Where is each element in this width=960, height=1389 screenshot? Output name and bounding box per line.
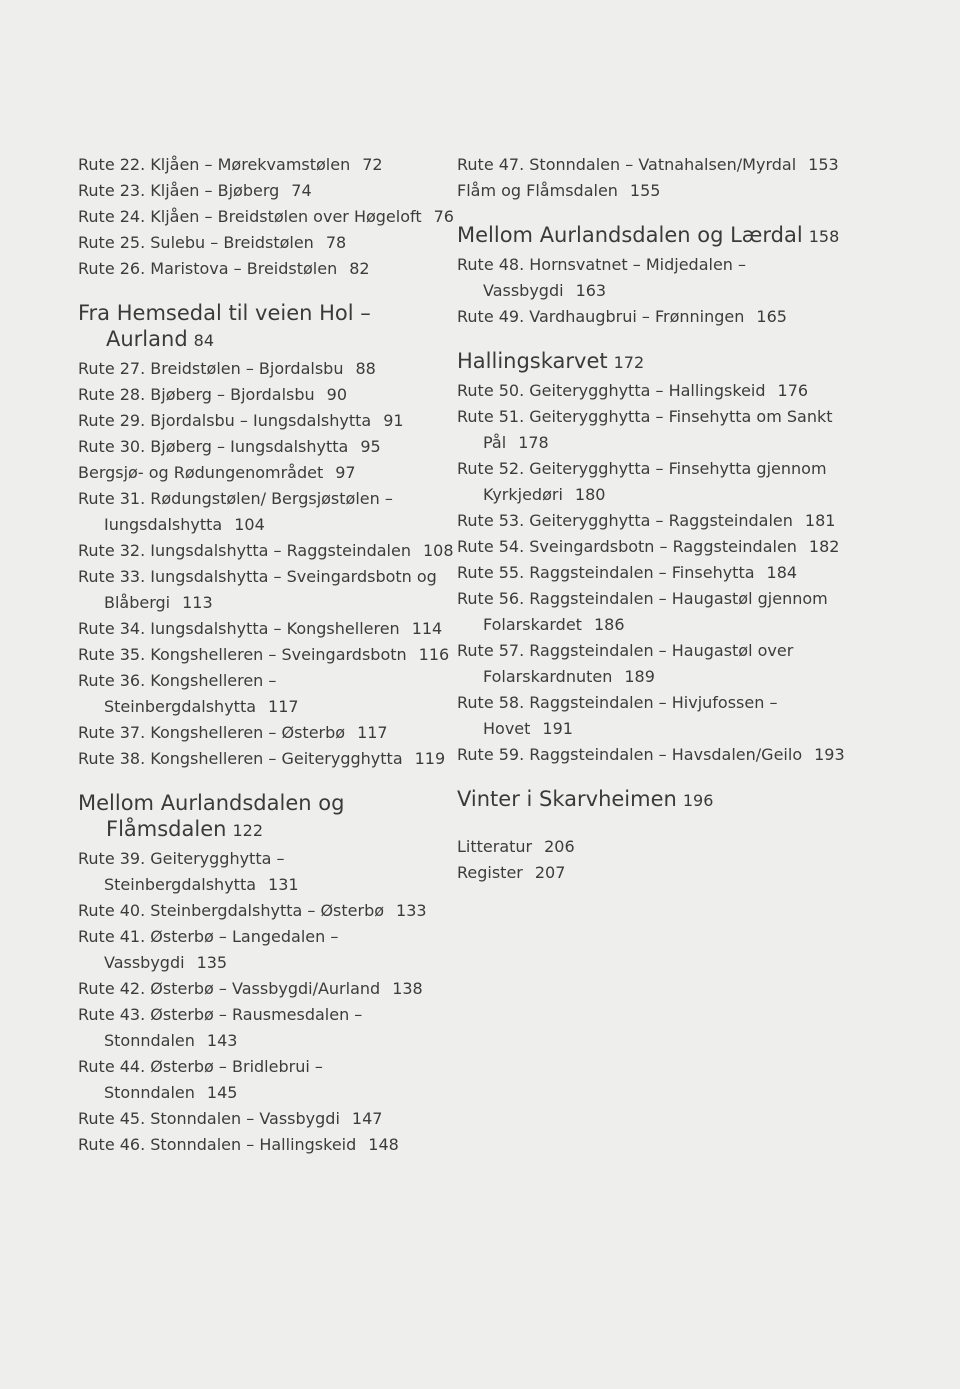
toc-entry bbox=[457, 304, 857, 330]
toc-entry bbox=[457, 860, 857, 886]
toc-entry bbox=[78, 668, 458, 720]
page-number: 122 bbox=[232, 821, 263, 840]
entry-title: Rute 47. Stonndalen – Vatnahalsen/Myrdal bbox=[457, 155, 797, 174]
page-number: 145 bbox=[206, 1083, 238, 1102]
entry-title: Rute 38. Kongshelleren – Geiterygghytta bbox=[78, 749, 403, 768]
section-title: Fra Hemsedal til veien Hol – Aurland bbox=[78, 301, 371, 351]
page-number: 158 bbox=[808, 227, 840, 246]
page-number: 113 bbox=[182, 593, 213, 612]
toc-entry bbox=[457, 404, 857, 456]
page-number: 72 bbox=[362, 155, 383, 174]
toc-entry bbox=[457, 252, 857, 304]
toc-entry bbox=[78, 152, 458, 178]
toc-entry bbox=[78, 356, 458, 382]
entry-title: Rute 46. Stonndalen – Hallingskeid bbox=[78, 1135, 357, 1154]
entry-title: Rute 53. Geiterygghytta – Raggsteindalen bbox=[457, 511, 793, 530]
page-number: 186 bbox=[593, 615, 625, 634]
toc-right-column bbox=[457, 152, 857, 886]
page-number: 155 bbox=[629, 181, 661, 200]
toc-entry bbox=[457, 378, 857, 404]
toc-entry bbox=[78, 434, 458, 460]
entry-title: Rute 51. Geiterygghytta – Finsehytta om Sankt Pål bbox=[457, 407, 833, 452]
page-number: 97 bbox=[335, 463, 356, 482]
entry-title: Rute 50. Geiterygghytta – Hallingskeid bbox=[457, 381, 766, 400]
entry-title: Rute 29. Bjordalsbu – Iungsdalshytta bbox=[78, 411, 372, 430]
entry-title: Rute 36. Kongshelleren – Steinbergdalshytta bbox=[78, 671, 277, 716]
page-number: 207 bbox=[534, 863, 566, 882]
entry-title: Rute 34. Iungsdalshytta – Kongshelleren bbox=[78, 619, 400, 638]
toc-entry bbox=[457, 742, 857, 768]
entry-title: Rute 52. Geiterygghytta – Finsehytta gjennom Kyrkjedøri bbox=[457, 459, 827, 504]
section-title: Hallingskarvet bbox=[457, 349, 608, 373]
page-number: 191 bbox=[542, 719, 573, 738]
toc-section-heading bbox=[78, 300, 458, 354]
toc-entry bbox=[78, 382, 458, 408]
entry-title: Rute 41. Østerbø – Langedalen – Vassbygdi bbox=[78, 927, 339, 972]
toc-entry bbox=[78, 642, 458, 668]
page-number: 116 bbox=[418, 645, 450, 664]
page-number: 206 bbox=[544, 837, 575, 856]
toc-entry bbox=[457, 834, 857, 860]
entry-title: Rute 58. Raggsteindalen – Hivjufossen – Hovet bbox=[457, 693, 778, 738]
page-number: 88 bbox=[355, 359, 376, 378]
entry-title: Rute 39. Geiterygghytta – Steinbergdalshytta bbox=[78, 849, 285, 894]
page-number: 84 bbox=[193, 331, 215, 350]
page-number: 138 bbox=[392, 979, 423, 998]
page-number: 147 bbox=[351, 1109, 383, 1128]
toc-section-heading bbox=[78, 790, 458, 844]
entry-title: Rute 24. Kljåen – Breidstølen over Høgeloft bbox=[78, 207, 422, 226]
section-title: Mellom Aurlandsdalen og Lærdal bbox=[457, 223, 803, 247]
toc-entry bbox=[78, 256, 458, 282]
entry-title: Rute 40. Steinbergdalshytta – Østerbø bbox=[78, 901, 385, 920]
toc-entry bbox=[78, 1132, 458, 1158]
entry-title: Rute 43. Østerbø – Rausmesdalen – Stonndalen bbox=[78, 1005, 363, 1050]
section-title: Vinter i Skarvheimen bbox=[457, 787, 677, 811]
page-number: 184 bbox=[766, 563, 798, 582]
entry-title: Rute 42. Østerbø – Vassbygdi/Aurland bbox=[78, 979, 381, 998]
toc-entry bbox=[78, 1054, 458, 1106]
entry-title: Rute 44. Østerbø – Bridlebrui – Stonndalen bbox=[78, 1057, 323, 1102]
entry-title: Rute 54. Sveingardsbotn – Raggsteindalen bbox=[457, 537, 797, 556]
page-number: 143 bbox=[206, 1031, 238, 1050]
toc-entry bbox=[78, 976, 458, 1002]
entry-title: Rute 26. Maristova – Breidstølen bbox=[78, 259, 338, 278]
page-number: 82 bbox=[349, 259, 370, 278]
toc-entry bbox=[78, 1002, 458, 1054]
toc-entry bbox=[78, 408, 458, 434]
page-number: 90 bbox=[326, 385, 348, 404]
toc-section-heading bbox=[457, 786, 857, 814]
toc-entry bbox=[78, 564, 458, 616]
page-number: 189 bbox=[624, 667, 655, 686]
toc-entry bbox=[78, 898, 458, 924]
page-number: 114 bbox=[411, 619, 443, 638]
toc-section-heading bbox=[457, 348, 857, 376]
page-number: 133 bbox=[396, 901, 427, 920]
toc-entry bbox=[78, 204, 458, 230]
toc-entry bbox=[457, 508, 857, 534]
entry-title: Rute 22. Kljåen – Mørekvamstølen bbox=[78, 155, 351, 174]
entry-title: Rute 57. Raggsteindalen – Haugastøl over Folarskardnuten bbox=[457, 641, 794, 686]
entry-title: Rute 25. Sulebu – Breidstølen bbox=[78, 233, 314, 252]
page-number: 91 bbox=[383, 411, 404, 430]
toc-section-heading bbox=[457, 222, 857, 250]
spacer bbox=[457, 816, 857, 834]
toc-entry bbox=[78, 460, 458, 486]
toc-entry bbox=[78, 486, 458, 538]
entry-title: Rute 35. Kongshelleren – Sveingardsbotn bbox=[78, 645, 407, 664]
toc-entry bbox=[457, 690, 857, 742]
page-number: 95 bbox=[360, 437, 381, 456]
entry-title: Rute 33. Iungsdalshytta – Sveingardsbotn og Blåbergi bbox=[78, 567, 437, 612]
toc-entry bbox=[78, 720, 458, 746]
entry-title: Rute 27. Breidstølen – Bjordalsbu bbox=[78, 359, 344, 378]
toc-entry bbox=[457, 586, 857, 638]
entry-title: Rute 55. Raggsteindalen – Finsehytta bbox=[457, 563, 755, 582]
page-number: 74 bbox=[291, 181, 312, 200]
page-number: 180 bbox=[574, 485, 606, 504]
toc-entry bbox=[78, 746, 458, 772]
toc-entry bbox=[78, 846, 458, 898]
entry-title: Rute 56. Raggsteindalen – Haugastøl gjennom Folarskardet bbox=[457, 589, 828, 634]
entry-title: Litteratur bbox=[457, 837, 533, 856]
page-number: 131 bbox=[268, 875, 299, 894]
page-number: 76 bbox=[433, 207, 454, 226]
entry-title: Bergsjø- og Rødungenområdet bbox=[78, 463, 324, 482]
page-number: 117 bbox=[268, 697, 299, 716]
page-number: 148 bbox=[368, 1135, 399, 1154]
toc-entry bbox=[457, 534, 857, 560]
page-number: 135 bbox=[196, 953, 228, 972]
entry-title: Rute 30. Bjøberg – Iungsdalshytta bbox=[78, 437, 349, 456]
entry-title: Rute 45. Stonndalen – Vassbygdi bbox=[78, 1109, 340, 1128]
toc-left-column bbox=[78, 152, 458, 1158]
page-number: 172 bbox=[613, 353, 645, 372]
entry-title: Rute 48. Hornsvatnet – Midjedalen – Vassbygdi bbox=[457, 255, 747, 300]
page-number: 181 bbox=[804, 511, 836, 530]
entry-title: Rute 28. Bjøberg – Bjordalsbu bbox=[78, 385, 315, 404]
entry-title: Rute 23. Kljåen – Bjøberg bbox=[78, 181, 280, 200]
toc-entry bbox=[457, 178, 857, 204]
page-number: 165 bbox=[756, 307, 787, 326]
page-number: 178 bbox=[518, 433, 549, 452]
page-number: 176 bbox=[777, 381, 809, 400]
toc-entry bbox=[457, 560, 857, 586]
page-number: 119 bbox=[414, 749, 446, 768]
toc-entry bbox=[78, 616, 458, 642]
entry-title: Rute 32. Iungsdalshytta – Raggsteindalen bbox=[78, 541, 411, 560]
section-title: Mellom Aurlandsdalen og Flåmsdalen bbox=[78, 791, 345, 841]
page-number: 163 bbox=[575, 281, 607, 300]
page-number: 182 bbox=[808, 537, 840, 556]
page-number: 78 bbox=[325, 233, 347, 252]
page-number: 117 bbox=[357, 723, 388, 742]
toc-entry bbox=[78, 1106, 458, 1132]
entry-title: Flåm og Flåmsdalen bbox=[457, 181, 618, 200]
entry-title: Rute 49. Vardhaugbrui – Frønningen bbox=[457, 307, 745, 326]
page-number: 108 bbox=[422, 541, 454, 560]
entry-title: Rute 37. Kongshelleren – Østerbø bbox=[78, 723, 346, 742]
toc-entry bbox=[78, 538, 458, 564]
entry-title: Rute 59. Raggsteindalen – Havsdalen/Geilo bbox=[457, 745, 803, 764]
page-number: 193 bbox=[814, 745, 845, 764]
page-number: 153 bbox=[808, 155, 839, 174]
toc-entry bbox=[78, 230, 458, 256]
entry-title: Register bbox=[457, 863, 523, 882]
page-number: 196 bbox=[682, 791, 714, 810]
page-number: 104 bbox=[234, 515, 265, 534]
toc-entry bbox=[457, 152, 857, 178]
toc-entry bbox=[457, 638, 857, 690]
toc-entry bbox=[457, 456, 857, 508]
toc-entry bbox=[78, 924, 458, 976]
entry-title: Rute 31. Rødungstølen/ Bergsjøstølen – Iungsdalshytta bbox=[78, 489, 393, 534]
toc-entry bbox=[78, 178, 458, 204]
